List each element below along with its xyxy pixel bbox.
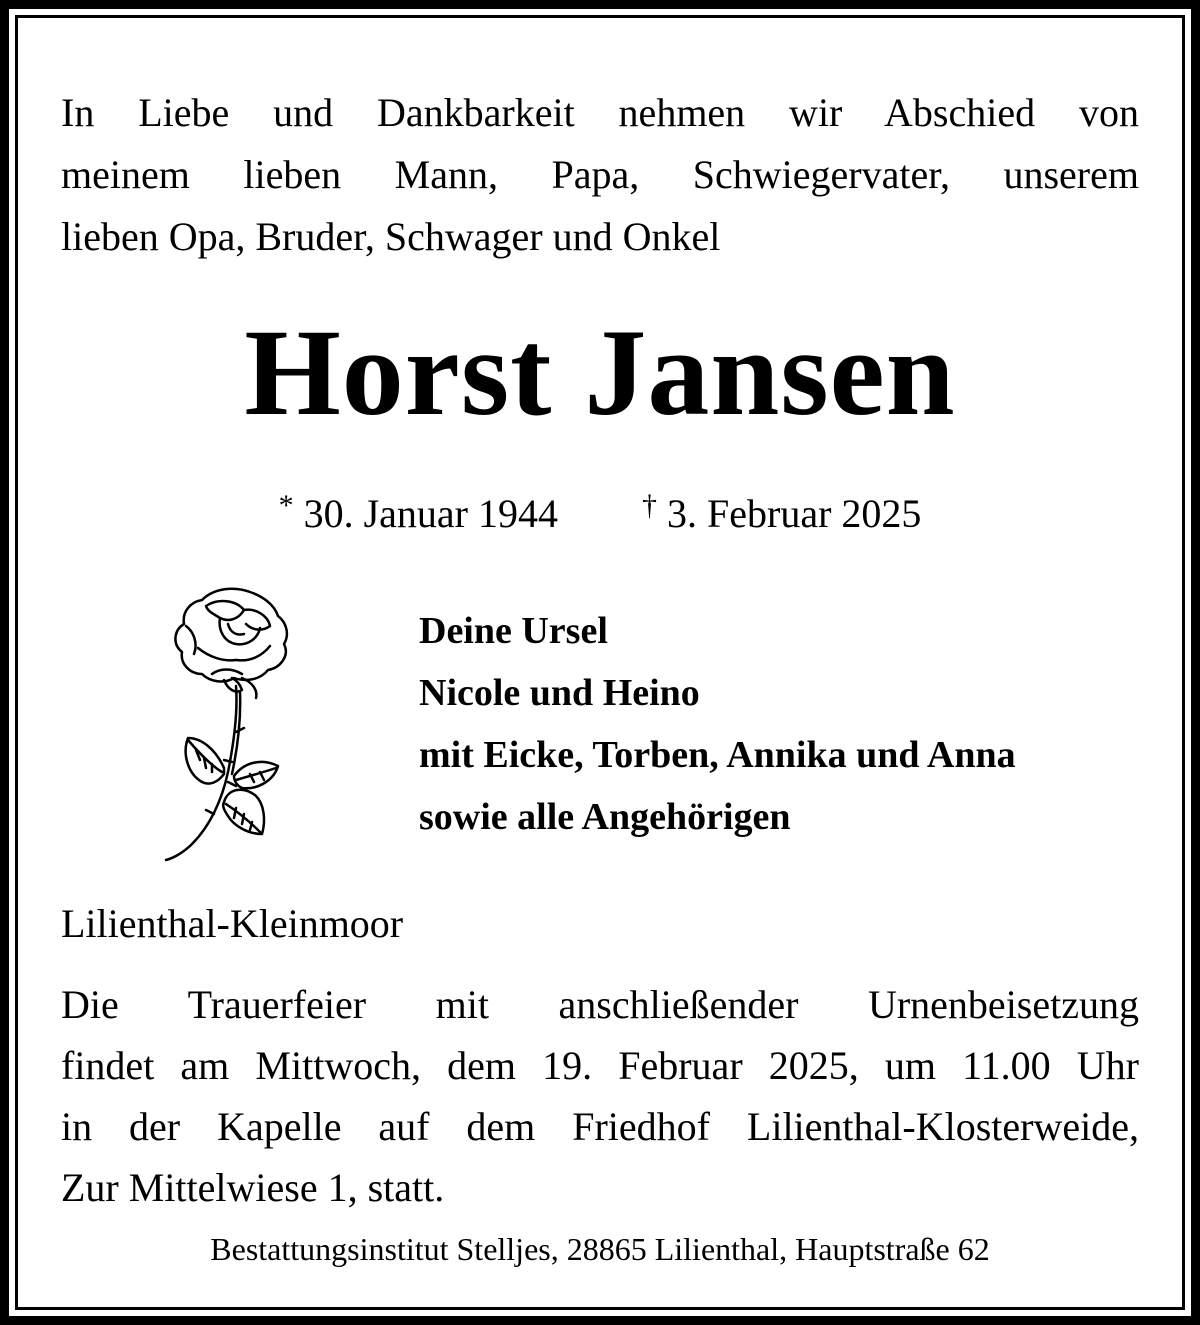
service-info: [61, 974, 1139, 1218]
intro-line: In Liebe und Dankbarkeit nehmen wir Abschied von: [61, 90, 1139, 135]
intro-line: meinem lieben Mann, Papa, Schwiegervater, unserem: [61, 152, 1139, 197]
birth-date: 30. Januar 1944: [303, 491, 558, 536]
death-date: 3. Februar 2025: [667, 491, 922, 536]
service-line: Zur Mittelwiese 1, statt.: [61, 1165, 445, 1210]
family-line: Deine Ursel: [419, 610, 608, 652]
birth-symbol: *: [278, 489, 294, 522]
family-line: mit Eicke, Torben, Annika und Anna: [419, 734, 1016, 776]
family-line: Nicole und Heino: [419, 672, 700, 714]
place-name: Lilienthal-Kleinmoor: [61, 901, 404, 946]
intro-text: [61, 82, 1139, 268]
deceased-name: Horst Jansen: [244, 304, 956, 441]
family-line: sowie alle Angehörigen: [419, 796, 791, 838]
service-line: Die Trauerfeier mit anschließender Urnenbeisetzung: [61, 982, 1139, 1027]
family-signature: [419, 600, 1159, 848]
life-dates: [0, 478, 1200, 542]
death-symbol: †: [642, 489, 657, 522]
undertaker-info: Bestattungsinstitut Stelljes, 28865 Lilienthal, Hauptstraße 62: [210, 1231, 990, 1267]
service-line: findet am Mittwoch, dem 19. Februar 2025, um 11.00 Uhr: [61, 1043, 1139, 1088]
rose-icon: [162, 582, 302, 862]
service-line: in der Kapelle auf dem Friedhof Lilienthal-Klosterweide,: [61, 1104, 1139, 1149]
intro-line: lieben Opa, Bruder, Schwager und Onkel: [61, 214, 721, 259]
